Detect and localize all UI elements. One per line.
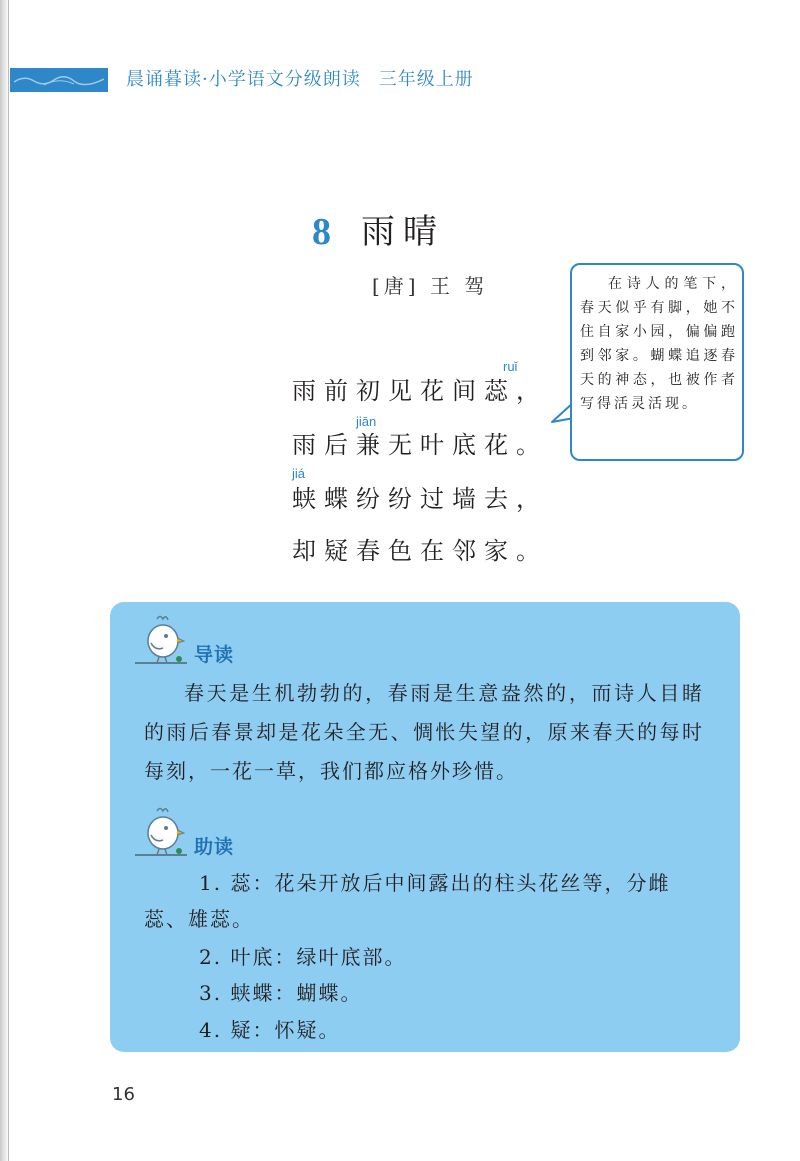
wave-decoration-icon [14,73,104,87]
help-heading: 助读 [194,836,235,858]
poem-author: [唐] 王 驾 [372,274,489,298]
guide-text: 春天是生机勃勃的，春雨是生意盎然的，而诗人目睹的雨后春景却是花朵全无、惆怅失望的，原来春天的每时每刻，一花一草，我们都应格外珍惜。 [144,681,704,783]
header-color-bar [10,68,108,92]
bird-icon [133,613,189,671]
help-item-1: 1. 蕊：花朵开放后中间露出的柱头花丝等，分雌 [199,871,671,895]
guide-heading: 导读 [194,644,235,666]
poem-line-2: 雨后兼无叶底花。 [292,431,548,459]
grade-label: 三年级上册 [378,69,474,90]
pinyin-jian: jiān [356,414,377,429]
poem-line-1: 雨前初见花间蕊， [292,377,548,405]
spine-line [8,0,9,1161]
pinyin-rui: ruǐ [503,359,518,374]
lesson-title [312,208,445,256]
series-title: 晨诵暮读·小学语文分级朗读 [126,69,361,90]
running-header [126,68,474,92]
help-item-2: 2. 叶底：绿叶底部。 [199,945,407,969]
page-number: 16 [112,1084,135,1105]
poem-line-4: 却疑春色在邻家。 [292,537,548,565]
side-note-text: 在诗人的笔下，春天似乎有脚，她不住自家小园，偏偏跑到邻家。蝴蝶追逐春天的神态，也被作者写得活灵活现。 [580,276,738,412]
poem-line-3: 蛱蝶纷纷过墙去， [292,485,548,513]
poem-title: 雨晴 [361,212,445,252]
help-item-1-continued: 蕊、雄蕊。 [144,907,254,931]
help-item-4: 4. 疑：怀疑。 [199,1018,341,1042]
bird-icon [133,805,189,863]
pinyin-jia: jiá [292,466,306,481]
lesson-number: 8 [312,211,331,253]
help-item-3: 3. 蛱蝶：蝴蝶。 [199,981,363,1005]
